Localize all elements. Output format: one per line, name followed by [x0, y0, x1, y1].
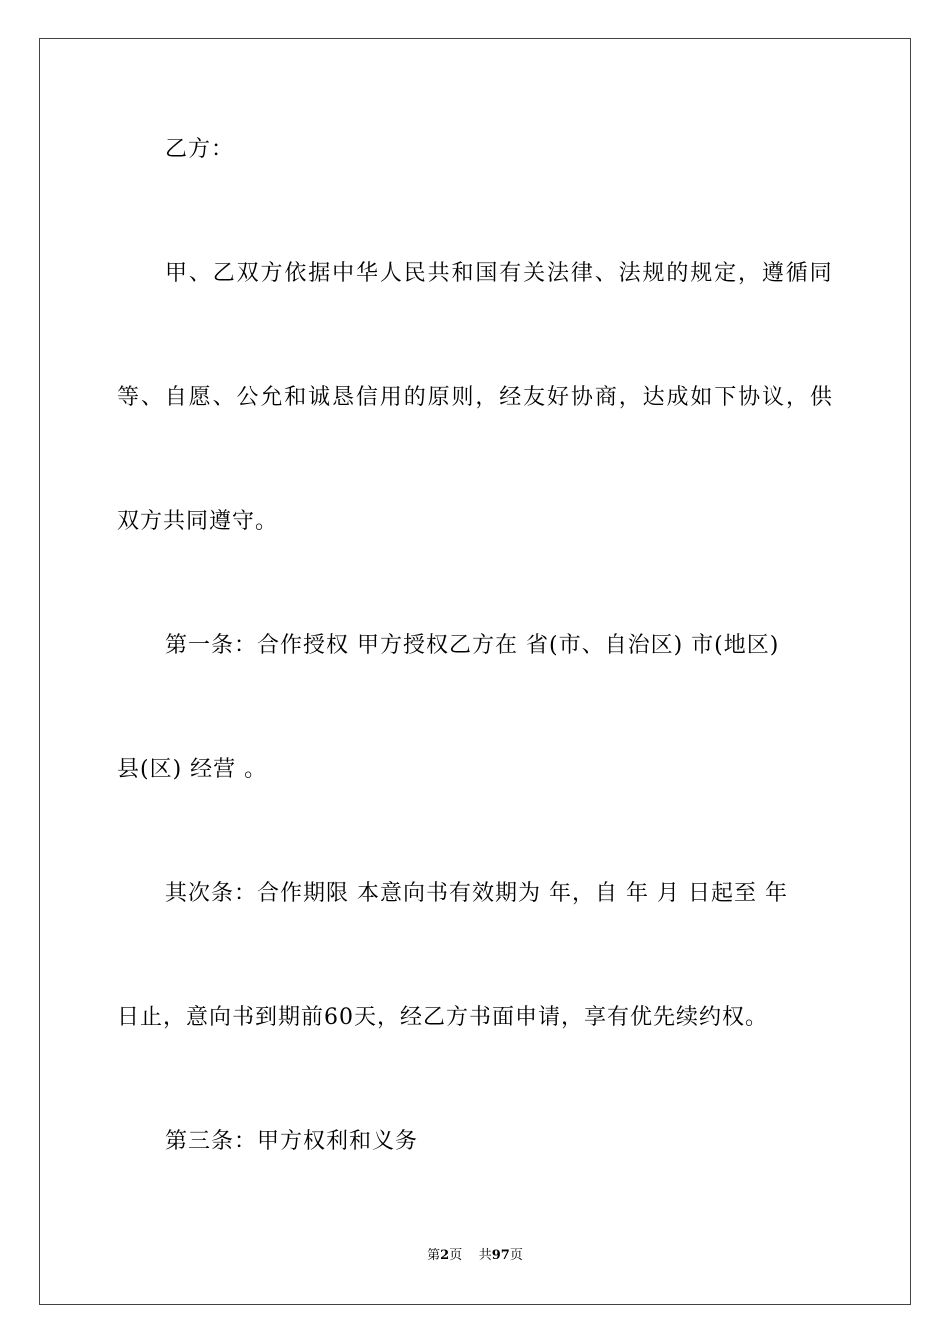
- footer-total-number: 97: [491, 1248, 510, 1263]
- footer-total-prefix: 共: [478, 1248, 492, 1263]
- text-line-preamble-2: 等 、 自 愿 、 公 允 和 诚 恳 信 用 的 原 则 ， 经 友 好 协 商 ， 达 成 如 下 协 议 ， 供: [117, 385, 833, 410]
- page-border: [39, 38, 911, 1305]
- footer-page-prefix: 第: [427, 1248, 441, 1263]
- text-line-article-2-cont: 日止，意向书到期前60天，经乙方书面申请，享有优先续约权。: [117, 1005, 768, 1030]
- text-line-party-b: 乙方：: [165, 137, 235, 162]
- footer-total-suffix: 页: [509, 1248, 523, 1263]
- page-footer: [0, 1246, 950, 1266]
- text-line-article-1-cont: 县(区) 经营 。: [117, 757, 268, 782]
- text-line-article-2: 其次条：合作期限 本意向书有效期为 年，自 年 月 日起至 年: [165, 881, 788, 906]
- text-line-preamble-1: 甲 、 乙 双 方 依 据 中 华 人 民 共 和 国 有 关 法 律 、 法 规 的 规 定 ， 遵 循 同: [165, 261, 833, 286]
- text-line-article-3: 第三条：甲方权利和义务: [165, 1129, 419, 1154]
- text-line-article-1: 第一条：合作授权 甲方授权乙方在 省(市、自治区) 市(地区): [165, 633, 780, 658]
- footer-page-suffix: 页: [449, 1248, 463, 1263]
- footer-page-number: 2: [440, 1248, 450, 1263]
- text-line-preamble-3: 双方共同遵守。: [117, 509, 279, 534]
